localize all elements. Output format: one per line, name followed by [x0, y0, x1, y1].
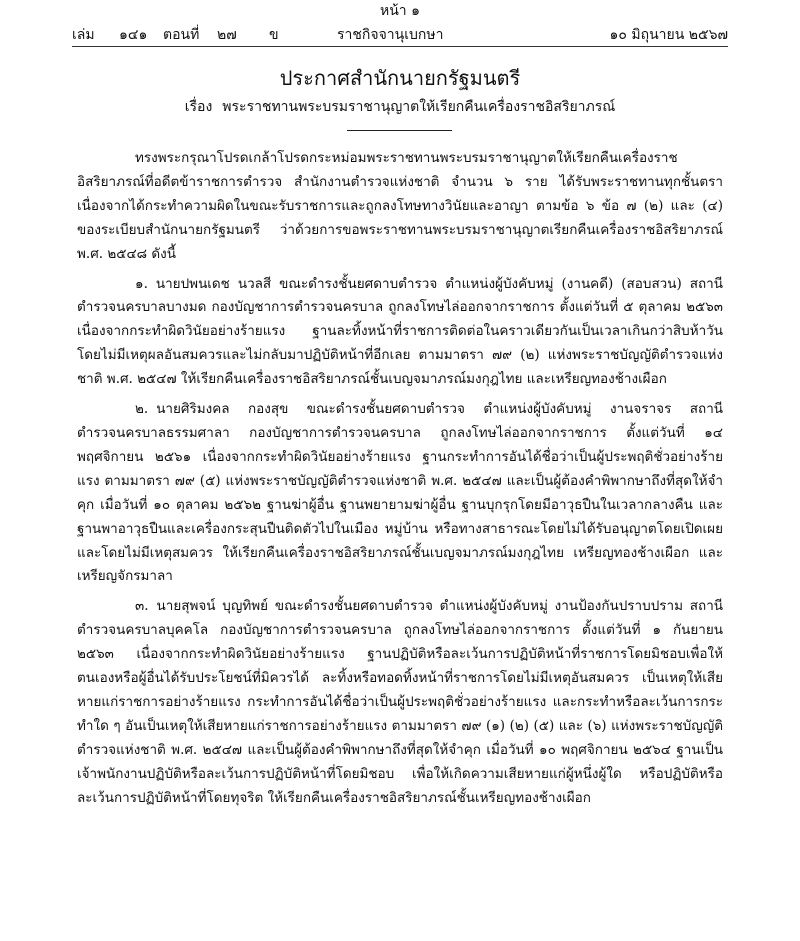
issue-number: ๑๔๑ [119, 27, 148, 43]
item-text: นายสุพจน์ บุญทิพย์ ขณะดำรงชั้นยศดาบตำรวจ ตำแหน่งผู้บังคับหมู่ งานป้องกันปราบปราม สถานีตำรวจนครบาลบุคคโล กองบัญชาการตำรวจนครบาล ถูกลงโทษไล่ออกจากราชการ ตั้งแต่วันที่ ๑ กันยายน ๒๕๖๓ เนื่องจากกระทำผิดวินัยอย่างร้ายแรง ฐานปฏิบัติหรือละเว้นการปฏิบัติหน้าที่ราชการโดยมิชอบเพื่อให้ตนเองหรือผู้อื่นได้รับประโยชน์ที่มิควรได้ ละทิ้งหรือทอดทิ้งหน้าที่ราชการโดยไม่มีเหตุอันสมควร เป็นเหตุให้เสียหายแก่ราชการอย่างร้ายแรง กระทำการอันได้ชื่อว่าเป็นผู้ประพฤติชั่วอย่างร้ายแรง และกระทำหรือละเว้นการกระทำใด ๆ อันเป็นเหตุให้เสียหายแก่ราชการอย่างร้ายแรง ตามมาตรา ๗๙ (๑) (๒) (๕) และ (๖) แห่งพระราชบัญญัติตำรวจแห่งชาติ พ.ศ. ๒๕๔๗ และเป็นผู้ต้องคำพิพากษาถึงที่สุดให้จำคุก เมื่อวันที่ ๑๐ พฤศจิกายน ๒๕๖๔ ฐานเป็นเจ้าพนักงานปฏิบัติหรือละเว้นการปฏิบัติหน้าที่โดยมิชอบ เพื่อให้เกิดความเสียหายแก่ผู้หนึ่งผู้ใด หรือปฏิบัติหรือละเว้นการปฏิบัติหน้าที่โดยทุจริต ให้เรียกคืนเครื่องราชอิสริยาภรณ์ชั้นเหรียญทองช้างเผือก [77, 598, 723, 806]
item-text: นายปพนเดช นวลสี ขณะดำรงชั้นยศดาบตำรวจ ตำแหน่งผู้บังคับหมู่ (งานคดี) (สอบสวน) สถานีตำรวจนครบาลบางมด กองบัญชาการตำรวจนครบาล ถูกลงโทษไล่ออกจากราชการ ตั้งแต่วันที่ ๕ ตุลาคม ๒๕๖๓ เนื่องจากกระทำผิดวินัยอย่างร้ายแรง ฐานละทิ้งหน้าที่ราชการติดต่อในคราวเดียวกันเป็นเวลาเกินกว่าสิบห้าวัน โดยไม่มีเหตุผลอันสมควรและไม่กลับมาปฏิบัติหน้าที่อีกเลย ตามมาตรา ๗๙ (๒) แห่งพระราชบัญญัติตำรวจแห่งชาติ พ.ศ. ๒๕๔๗ ให้เรียกคืนเครื่องราชอิสริยาภรณ์ชั้นเบญจมาภรณ์มงกุฎไทย และเหรียญทองช้างเผือก [77, 275, 723, 388]
announcement-body [77, 147, 723, 816]
page-number: หน้า ๑ [380, 3, 420, 19]
subject-text: พระราชทานพระบรมราชานุญาตให้เรียกคืนเครื่องราชอิสริยาภรณ์ [222, 99, 616, 115]
section-number: ๒๗ [217, 27, 237, 43]
item-number: ๒. [135, 401, 149, 418]
item-paragraph [77, 273, 723, 393]
gazette-header [72, 24, 728, 47]
publication-date: ๑๐ มิถุนายน ๒๕๖๗ [609, 27, 728, 43]
announcement-title: ประกาศสำนักนายกรัฐมนตรี [279, 66, 521, 90]
item-paragraph [77, 595, 723, 810]
item-number: ๓. [135, 598, 149, 615]
part-letter: ข [269, 27, 279, 43]
item-number: ๑. [135, 275, 148, 292]
preamble-paragraph: ทรงพระกรุณาโปรดเกล้าโปรดกระหม่อมพระราชทานพระบรมราชานุญาตให้เรียกคืนเครื่องราชอิสริยาภรณ์ที่อดีตข้าราชการตำรวจ สำนักงานตำรวจแห่งชาติ จำนวน ๖ ราย ได้รับพระราชทานทุกชั้นตรา เนื่องจากได้กระทำความผิดในขณะรับราชการและถูกลงโทษทางวินัยและอาญา ตามข้อ ๖ ข้อ ๗ (๒) และ (๔) ของระเบียบสำนักนายกรัฐมนตรี ว่าด้วยการขอพระราชทานพระบรมราชานุญาตเรียกคืนเครื่องราชอิสริยาภรณ์ พ.ศ. ๒๕๔๘ ดังนี้ [77, 150, 723, 262]
gazette-name: ราชกิจจานุเบกษา [337, 27, 444, 43]
subject-label: เรื่อง [184, 99, 213, 115]
section-label: ตอนที่ [163, 27, 200, 43]
issue-label: เล่ม [72, 27, 95, 43]
item-paragraph [77, 398, 723, 589]
announcement-subject [0, 96, 800, 118]
title-divider [347, 130, 452, 131]
item-text: นายศิริมงคล กองสุข ขณะดำรงชั้นยศดาบตำรวจ ตำแหน่งผู้บังคับหมู่ งานจราจร สถานีตำรวจนครบาลธรรมศาลา กองบัญชาการตำรวจนครบาล ถูกลงโทษไล่ออกจากราชการ ตั้งแต่วันที่ ๑๔ พฤศจิกายน ๒๕๖๑ เนื่องจากกระทำผิดวินัยอย่างร้ายแรง ฐานกระทำการอันได้ชื่อว่าเป็นผู้ประพฤติชั่วอย่างร้ายแรง ตามมาตรา ๗๙ (๕) แห่งพระราชบัญญัติตำรวจแห่งชาติ พ.ศ. ๒๕๔๗ และเป็นผู้ต้องคำพิพากษาถึงที่สุดให้จำคุก เมื่อวันที่ ๑๐ ตุลาคม ๒๕๖๒ ฐานฆ่าผู้อื่น ฐานพยายามฆ่าผู้อื่น ฐานบุกรุกโดยมีอาวุธปืนในเวลากลางคืน และฐานพาอาวุธปืนและเครื่องกระสุนปืนติดตัวไปในเมือง หมู่บ้าน หรือทางสาธารณะโดยไม่ได้รับอนุญาตโดยเปิดเผยและโดยไม่มีเหตุสมควร ให้เรียกคืนเครื่องราชอิสริยาภรณ์ชั้นเบญจมาภรณ์มงกุฎไทย เหรียญทองช้างเผือก และเหรียญจักรมาลา [77, 401, 723, 585]
